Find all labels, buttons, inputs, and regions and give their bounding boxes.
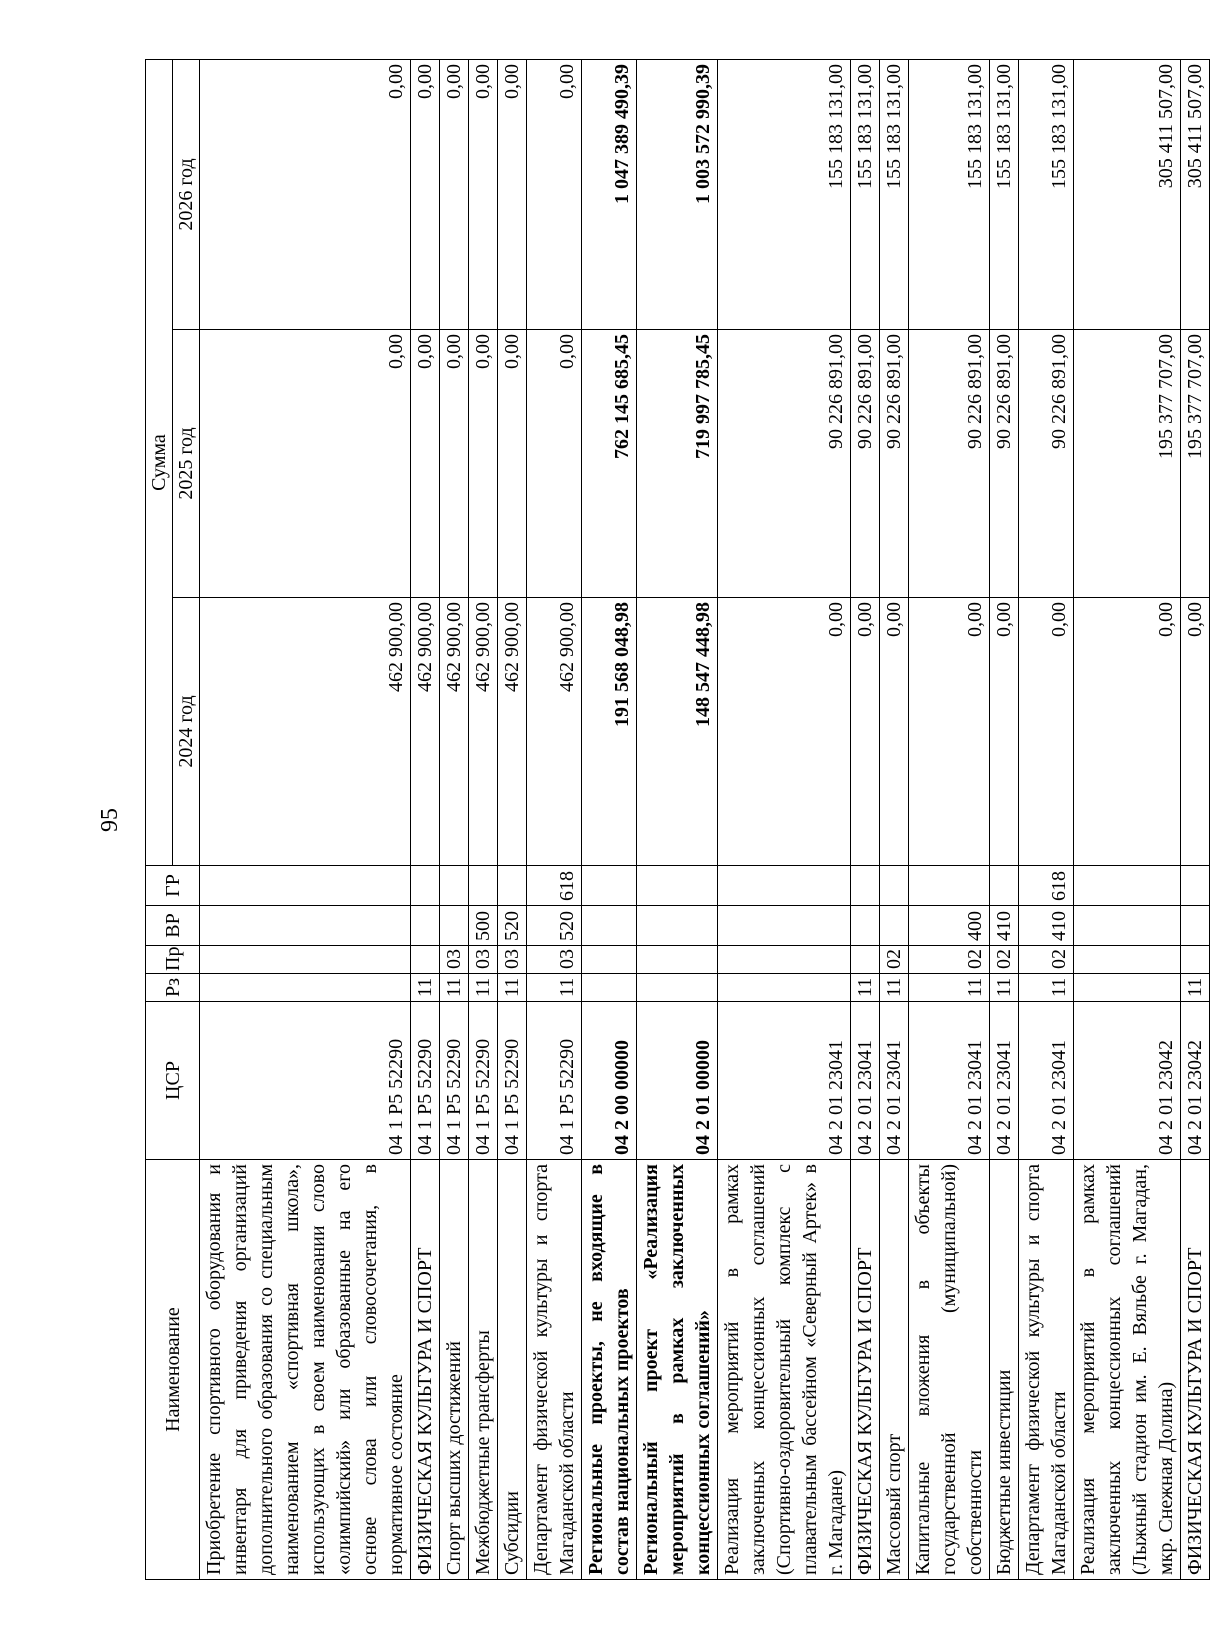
row-name-cell: Региональные проекты, не входящие в состав национальных проектов xyxy=(582,1159,637,1579)
row-rz-cell: 11 xyxy=(527,973,582,1001)
table-row xyxy=(469,59,498,1579)
row-name-cell: Субсидии xyxy=(498,1159,527,1579)
row-2026-amount: 0,00 xyxy=(527,59,582,329)
row-pr-cell xyxy=(582,945,637,973)
table-row xyxy=(498,59,527,1579)
table-header-row xyxy=(146,59,173,1579)
row-csr-cell: 04 2 01 23041 xyxy=(880,1001,909,1159)
row-name-cell: ФИЗИЧЕСКАЯ КУЛЬТУРА И СПОРТ xyxy=(1181,1159,1210,1579)
row-vr-cell: 410 xyxy=(1019,905,1074,945)
col-header-name: Наименование xyxy=(146,1159,200,1579)
row-vr-cell xyxy=(851,905,880,945)
row-2025-amount: 195 377 707,00 xyxy=(1074,329,1181,597)
table-row xyxy=(411,59,440,1579)
row-rz-cell xyxy=(718,973,851,1001)
row-pr-cell: 03 xyxy=(527,945,582,973)
row-rz-cell: 11 xyxy=(469,973,498,1001)
row-2024-amount: 0,00 xyxy=(1019,597,1074,865)
row-2026-amount: 305 411 507,00 xyxy=(1074,59,1181,329)
row-2024-amount: 462 900,00 xyxy=(469,597,498,865)
row-rz-cell: 11 xyxy=(440,973,469,1001)
row-vr-cell xyxy=(411,905,440,945)
row-2025-amount: 90 226 891,00 xyxy=(1019,329,1074,597)
row-vr-cell: 400 xyxy=(909,905,990,945)
row-2026-amount: 1 003 572 990,39 xyxy=(637,59,718,329)
row-vr-cell: 520 xyxy=(498,905,527,945)
table-row xyxy=(1074,59,1181,1579)
col-header-rz: Рз xyxy=(146,973,200,1001)
row-csr-cell: 04 2 01 23042 xyxy=(1181,1001,1210,1159)
row-pr-cell xyxy=(1181,945,1210,973)
row-2025-amount: 0,00 xyxy=(200,329,411,597)
row-vr-cell xyxy=(1181,905,1210,945)
row-rz-cell: 11 xyxy=(880,973,909,1001)
row-csr-cell: 04 1 P5 52290 xyxy=(469,1001,498,1159)
row-name-cell: Массовый спорт xyxy=(880,1159,909,1579)
row-pr-cell: 02 xyxy=(990,945,1019,973)
row-name-cell: Межбюджетные трансферты xyxy=(469,1159,498,1579)
row-2025-amount: 719 997 785,45 xyxy=(637,329,718,597)
row-gr-cell xyxy=(1074,865,1181,905)
row-rz-cell xyxy=(200,973,411,1001)
row-csr-cell: 04 2 01 23041 xyxy=(990,1001,1019,1159)
col-header-gr: ГР xyxy=(146,865,200,905)
row-pr-cell: 03 xyxy=(440,945,469,973)
row-name-cell: ФИЗИЧЕСКАЯ КУЛЬТУРА И СПОРТ xyxy=(851,1159,880,1579)
row-2024-amount: 462 900,00 xyxy=(498,597,527,865)
row-vr-cell: 520 xyxy=(527,905,582,945)
row-name-cell: ФИЗИЧЕСКАЯ КУЛЬТУРА И СПОРТ xyxy=(411,1159,440,1579)
row-2024-amount: 0,00 xyxy=(990,597,1019,865)
row-2026-amount: 155 183 131,00 xyxy=(718,59,851,329)
row-gr-cell xyxy=(200,865,411,905)
row-vr-cell xyxy=(718,905,851,945)
row-2026-amount: 305 411 507,00 xyxy=(1181,59,1210,329)
row-gr-cell xyxy=(880,865,909,905)
row-2025-amount: 90 226 891,00 xyxy=(851,329,880,597)
row-rz-cell: 11 xyxy=(1019,973,1074,1001)
row-2026-amount: 0,00 xyxy=(440,59,469,329)
row-2025-amount: 90 226 891,00 xyxy=(880,329,909,597)
row-name-cell: Департамент физической культуры и спорта Магаданской области xyxy=(1019,1159,1074,1579)
row-csr-cell: 04 1 P5 52290 xyxy=(440,1001,469,1159)
row-2024-amount: 0,00 xyxy=(880,597,909,865)
row-2025-amount: 0,00 xyxy=(469,329,498,597)
row-csr-cell: 04 1 P5 52290 xyxy=(200,1001,411,1159)
table-row xyxy=(1181,59,1210,1579)
row-csr-cell: 04 2 01 23041 xyxy=(1019,1001,1074,1159)
row-gr-cell xyxy=(990,865,1019,905)
row-pr-cell: 02 xyxy=(909,945,990,973)
table-row xyxy=(527,59,582,1579)
row-2024-amount: 0,00 xyxy=(1181,597,1210,865)
row-2025-amount: 90 226 891,00 xyxy=(718,329,851,597)
row-name-cell: Департамент физической культуры и спорта Магаданской области xyxy=(527,1159,582,1579)
table-row xyxy=(637,59,718,1579)
row-2025-amount: 195 377 707,00 xyxy=(1181,329,1210,597)
row-rz-cell xyxy=(1074,973,1181,1001)
table-body xyxy=(200,59,1210,1579)
row-name-cell: Реализация мероприятий в рамках заключенных концессионных соглашений (Лыжный стадион им. Е. Вяльбе г. Магадан, мкр. Снежная Долина) xyxy=(1074,1159,1181,1579)
row-2024-amount: 0,00 xyxy=(851,597,880,865)
row-gr-cell xyxy=(1181,865,1210,905)
budget-table xyxy=(145,59,1210,1580)
row-2026-amount: 0,00 xyxy=(498,59,527,329)
row-pr-cell: 02 xyxy=(1019,945,1074,973)
table-row xyxy=(1019,59,1074,1579)
row-gr-cell xyxy=(498,865,527,905)
row-csr-cell: 04 2 00 00000 xyxy=(582,1001,637,1159)
row-2026-amount: 155 183 131,00 xyxy=(909,59,990,329)
row-pr-cell xyxy=(637,945,718,973)
row-2026-amount: 0,00 xyxy=(469,59,498,329)
row-name-cell: Приобретение спортивного оборудования и инвентаря для приведения организаций дополнительного образования со специальным наименованием «спортивная школа», использующих в своем наименовании слово «олимпийский» или образованные на его основе слова или словосочетания, в нормативное состояние xyxy=(200,1159,411,1579)
col-header-sum: Сумма xyxy=(146,59,173,865)
table-row xyxy=(582,59,637,1579)
row-2026-amount: 155 183 131,00 xyxy=(880,59,909,329)
col-header-csr: ЦСР xyxy=(146,1001,200,1159)
row-2024-amount: 462 900,00 xyxy=(527,597,582,865)
row-2025-amount: 0,00 xyxy=(411,329,440,597)
row-2026-amount: 155 183 131,00 xyxy=(851,59,880,329)
col-header-2026: 2026 год xyxy=(173,59,200,329)
row-2025-amount: 0,00 xyxy=(527,329,582,597)
row-pr-cell: 03 xyxy=(469,945,498,973)
row-gr-cell xyxy=(469,865,498,905)
page-number: 95 xyxy=(97,808,123,832)
row-rz-cell: 11 xyxy=(498,973,527,1001)
row-name-cell: Региональный проект «Реализация мероприятий в рамках заключенных концессионных соглашений» xyxy=(637,1159,718,1579)
col-header-vr: ВР xyxy=(146,905,200,945)
table-row xyxy=(909,59,990,1579)
row-vr-cell xyxy=(880,905,909,945)
table-row xyxy=(990,59,1019,1579)
row-2025-amount: 762 145 685,45 xyxy=(582,329,637,597)
row-pr-cell: 03 xyxy=(498,945,527,973)
row-vr-cell xyxy=(582,905,637,945)
row-vr-cell: 500 xyxy=(469,905,498,945)
row-rz-cell: 11 xyxy=(990,973,1019,1001)
row-name-cell: Реализация мероприятий в рамках заключенных концессионных соглашений (Спортивно-оздоровительный комплекс с плавательным бассейном «Северный Артек» в г. Магадане) xyxy=(718,1159,851,1579)
row-csr-cell: 04 1 P5 52290 xyxy=(411,1001,440,1159)
row-2026-amount: 155 183 131,00 xyxy=(990,59,1019,329)
row-rz-cell xyxy=(582,973,637,1001)
row-2025-amount: 90 226 891,00 xyxy=(909,329,990,597)
row-gr-cell xyxy=(718,865,851,905)
row-csr-cell: 04 1 P5 52290 xyxy=(498,1001,527,1159)
row-2026-amount: 155 183 131,00 xyxy=(1019,59,1074,329)
row-csr-cell: 04 2 01 23041 xyxy=(851,1001,880,1159)
row-rz-cell: 11 xyxy=(909,973,990,1001)
row-rz-cell: 11 xyxy=(1181,973,1210,1001)
row-vr-cell xyxy=(1074,905,1181,945)
row-pr-cell xyxy=(200,945,411,973)
row-rz-cell: 11 xyxy=(851,973,880,1001)
budget-table-sheet xyxy=(145,60,1206,1580)
table-row xyxy=(440,59,469,1579)
row-2025-amount: 0,00 xyxy=(498,329,527,597)
row-gr-cell xyxy=(909,865,990,905)
row-2024-amount: 0,00 xyxy=(909,597,990,865)
table-row xyxy=(880,59,909,1579)
row-2024-amount: 0,00 xyxy=(1074,597,1181,865)
row-rz-cell: 11 xyxy=(411,973,440,1001)
row-2026-amount: 1 047 389 490,39 xyxy=(582,59,637,329)
row-csr-cell: 04 2 01 23041 xyxy=(718,1001,851,1159)
row-csr-cell: 04 2 01 23042 xyxy=(1074,1001,1181,1159)
row-pr-cell: 02 xyxy=(880,945,909,973)
row-name-cell: Спорт высших достижений xyxy=(440,1159,469,1579)
row-rz-cell xyxy=(637,973,718,1001)
row-csr-cell: 04 2 01 23041 xyxy=(909,1001,990,1159)
row-gr-cell xyxy=(440,865,469,905)
col-header-2025: 2025 год xyxy=(173,329,200,597)
row-csr-cell: 04 2 01 00000 xyxy=(637,1001,718,1159)
row-vr-cell xyxy=(440,905,469,945)
row-2025-amount: 0,00 xyxy=(440,329,469,597)
row-gr-cell xyxy=(851,865,880,905)
row-vr-cell xyxy=(637,905,718,945)
row-2025-amount: 90 226 891,00 xyxy=(990,329,1019,597)
row-gr-cell: 618 xyxy=(527,865,582,905)
row-name-cell: Капитальные вложения в объекты государственной (муниципальной) собственности xyxy=(909,1159,990,1579)
row-pr-cell xyxy=(851,945,880,973)
row-gr-cell: 618 xyxy=(1019,865,1074,905)
col-header-pr: Пр xyxy=(146,945,200,973)
row-gr-cell xyxy=(582,865,637,905)
row-csr-cell: 04 1 P5 52290 xyxy=(527,1001,582,1159)
row-name-cell: Бюджетные инвестиции xyxy=(990,1159,1019,1579)
row-2024-amount: 462 900,00 xyxy=(411,597,440,865)
row-vr-cell xyxy=(200,905,411,945)
table-row xyxy=(200,59,411,1579)
row-vr-cell: 410 xyxy=(990,905,1019,945)
row-pr-cell xyxy=(1074,945,1181,973)
table-row xyxy=(718,59,851,1579)
row-2026-amount: 0,00 xyxy=(411,59,440,329)
row-pr-cell xyxy=(718,945,851,973)
table-row xyxy=(851,59,880,1579)
row-2024-amount: 191 568 048,98 xyxy=(582,597,637,865)
row-gr-cell xyxy=(637,865,718,905)
row-pr-cell xyxy=(411,945,440,973)
row-2024-amount: 148 547 448,98 xyxy=(637,597,718,865)
row-2024-amount: 0,00 xyxy=(718,597,851,865)
col-header-2024: 2024 год xyxy=(173,597,200,865)
row-2024-amount: 462 900,00 xyxy=(200,597,411,865)
row-2024-amount: 462 900,00 xyxy=(440,597,469,865)
row-2026-amount: 0,00 xyxy=(200,59,411,329)
row-gr-cell xyxy=(411,865,440,905)
